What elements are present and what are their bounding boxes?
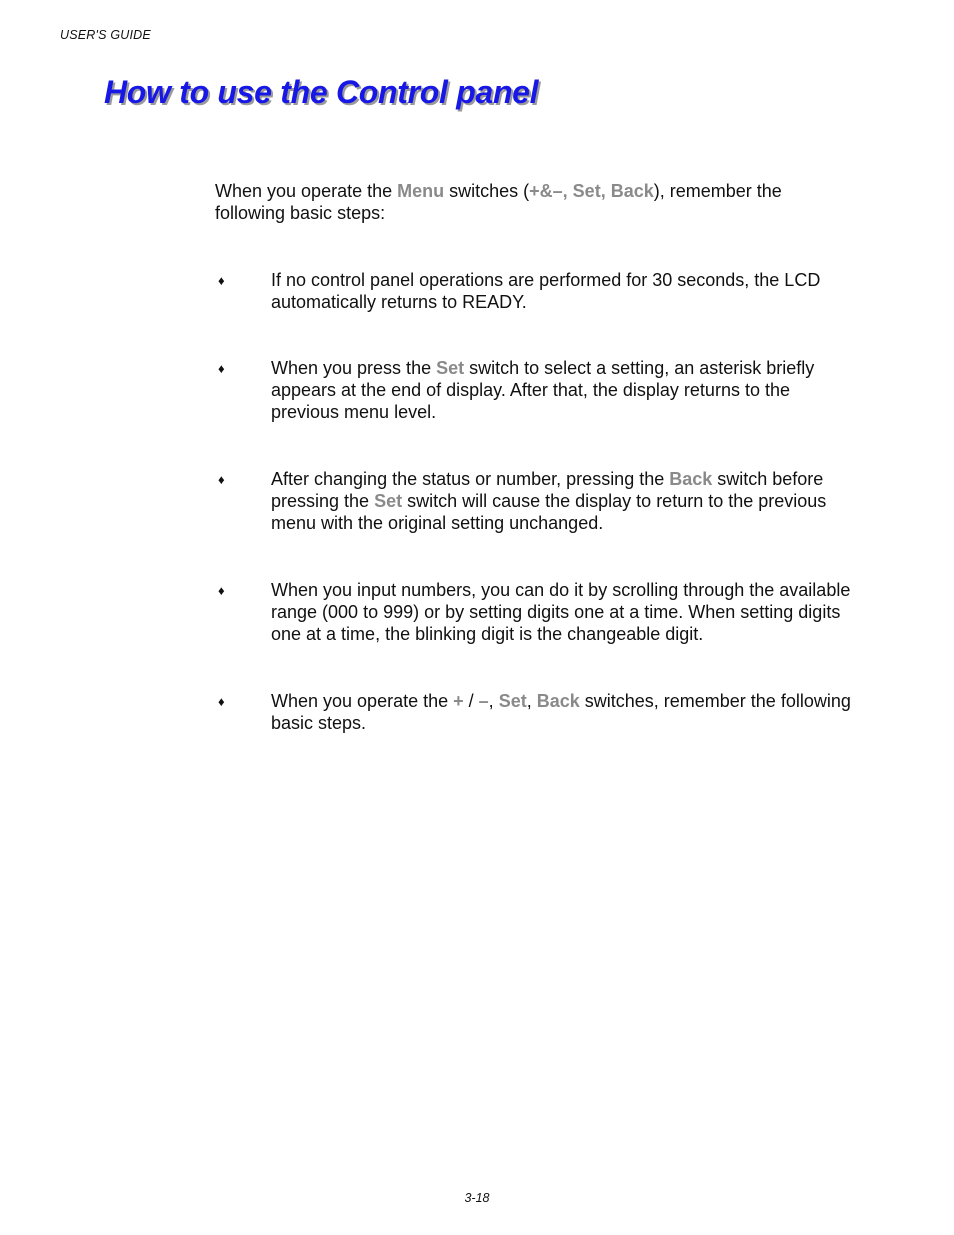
bullet-3-text-1: After changing the status or number, pressing the — [271, 469, 670, 489]
bullet-5-text-3: , — [488, 691, 499, 711]
set-switch-label: Set — [498, 691, 527, 711]
bullet-2-text-1: When you press the — [271, 358, 437, 378]
bullet-5-text-1: When you operate the — [271, 691, 454, 711]
bullet-text — [271, 690, 855, 734]
switch-list-label: +&–, Set, Back — [529, 181, 654, 201]
menu-switch-label: Menu — [397, 181, 445, 201]
bullet-3-text-2: switch before pressing the — [271, 469, 824, 511]
page-title: How to use the Control panel — [104, 74, 539, 110]
set-switch-label: Set — [374, 491, 403, 511]
intro-paragraph — [215, 180, 855, 224]
set-switch-label: Set — [436, 358, 465, 378]
bullet-text — [271, 579, 855, 645]
back-switch-label: Back — [536, 691, 580, 711]
diamond-bullet-icon: ♦ — [218, 273, 225, 288]
diamond-bullet-icon: ♦ — [218, 472, 225, 487]
bullet-text — [271, 357, 855, 423]
bullet-4-text: When you input numbers, you can do it by scrolling through the available range (000 to 999) or by setting digits one at a time. When setting digits one at a time, the blinking digit is the changeable digit. — [271, 580, 851, 644]
back-switch-label: Back — [669, 469, 713, 489]
diamond-bullet-icon: ♦ — [218, 694, 225, 709]
bullet-text — [271, 468, 855, 534]
page-number: 3-18 — [464, 1191, 490, 1205]
intro-text-2: switches ( — [444, 181, 530, 201]
bullet-1-text: If no control panel operations are performed for 30 seconds, the LCD automatically returns to READY. — [271, 270, 821, 312]
bullet-text — [271, 269, 855, 313]
minus-switch-label: – — [478, 691, 489, 711]
bullet-2-text-2: switch to select a setting, an asterisk briefly appears at the end of display. After that, the display returns to the previous menu level. — [271, 358, 815, 422]
plus-switch-label: + — [453, 691, 464, 711]
diamond-bullet-icon: ♦ — [218, 361, 225, 376]
intro-text-3: ), remember the following basic steps: — [215, 181, 782, 223]
bullet-5-text-5: switches, remember the following basic steps. — [271, 691, 851, 733]
running-header: USER'S GUIDE — [60, 28, 151, 42]
bullet-5-text-2: / — [463, 691, 479, 711]
bullet-3-text-3: switch will cause the display to return to the previous menu with the original setting unchanged. — [271, 491, 827, 533]
intro-text-1: When you operate the — [215, 181, 398, 201]
diamond-bullet-icon: ♦ — [218, 583, 225, 598]
bullet-5-text-4: , — [526, 691, 537, 711]
